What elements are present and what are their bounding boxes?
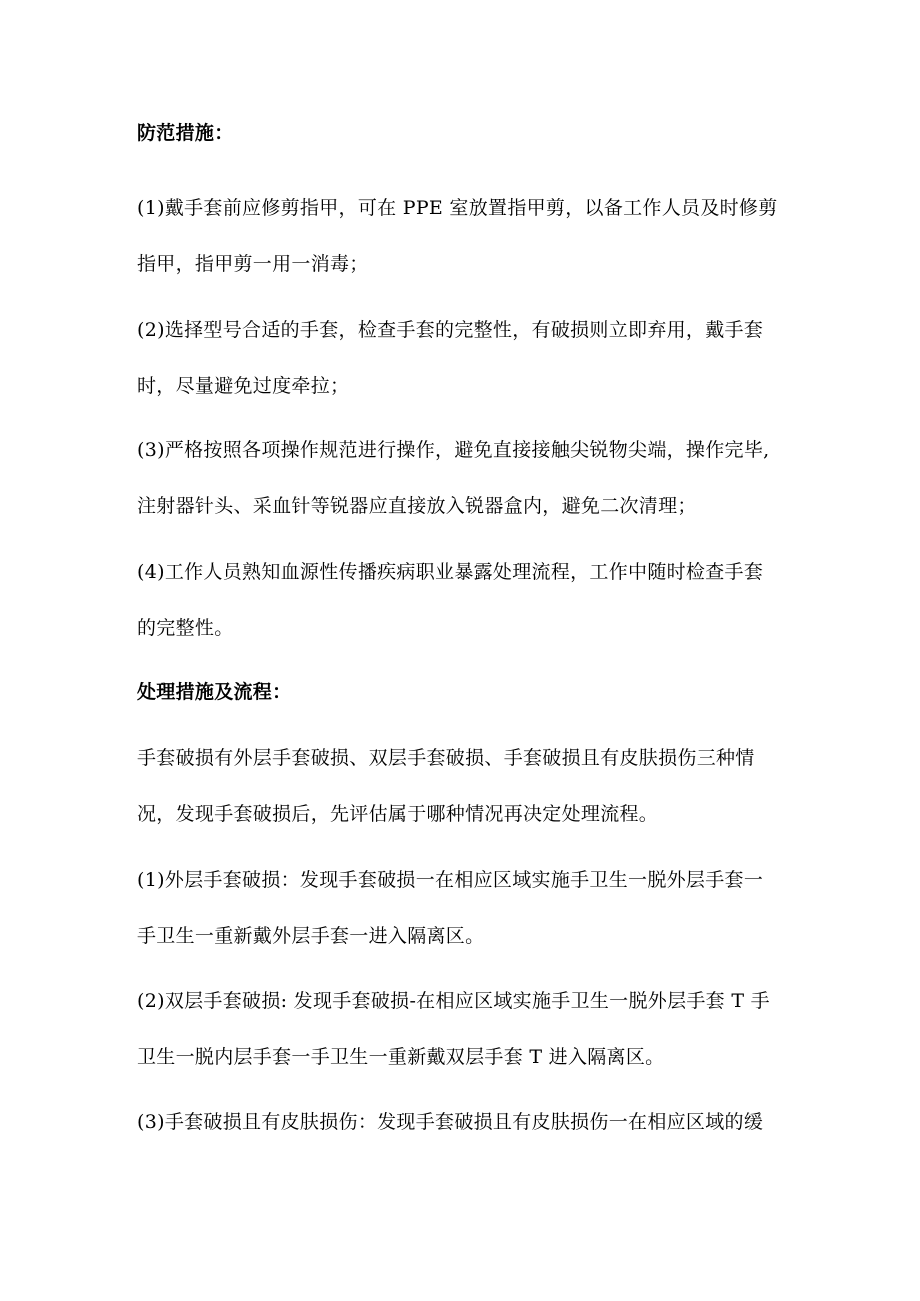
prevention-item-2-line-1: (2)选择型号合适的手套，检查手套的完整性，有破损则立即弃用，戴手套: [137, 319, 764, 341]
handling-item-2-line-2: 卫生一脱内层手套一手卫生一重新戴双层手套 T 进入隔离区。: [137, 1046, 665, 1068]
handling-item-1-line-2: 手卫生一重新戴外层手套一进入隔离区。: [137, 925, 485, 947]
prevention-item-1-line-2: 指甲，指甲剪一用一消毒；: [137, 253, 369, 275]
prevention-heading: 防范措施：: [137, 122, 234, 144]
prevention-item-1: [137, 180, 797, 292]
prevention-item-4-line-2: 的完整性。: [137, 617, 234, 639]
prevention-item-4-line-1: (4)工作人员熟知血源性传播疾病职业暴露处理流程，工作中随时检查手套: [137, 561, 764, 583]
prevention-item-3-line-2: 注射器针头、采血针等锐器应直接放入锐器盒内，避免二次清理；: [137, 495, 697, 517]
handling-item-2-line-1: (2)双层手套破损: 发现手套破损-在相应区域实施手卫生一脱外层手套 T 手: [137, 990, 770, 1012]
prevention-item-3-line-1: (3)严格按照各项操作规范进行操作，避免直接接触尖锐物尖端，操作完毕,: [137, 439, 770, 461]
handling-item-2: [137, 973, 797, 1085]
prevention-item-2-line-2: 时，尽量避免过度牵拉；: [137, 375, 350, 397]
prevention-item-2: [137, 302, 797, 414]
handling-intro-line-2: 况，发现手套破损后，先评估属于哪种情况再决定处理流程。: [137, 803, 659, 825]
prevention-item-3: [137, 422, 797, 534]
handling-item-1-line-1: (1)外层手套破损：发现手套破损一在相应区域实施手卫生一脱外层手套一: [137, 869, 764, 891]
handling-intro-line-1: 手套破损有外层手套破损、双层手套破损、手套破损且有皮肤损伤三种情: [137, 747, 755, 769]
handling-item-1: [137, 852, 797, 964]
handling-heading: 处理措施及流程：: [137, 681, 292, 703]
handling-item-3: [137, 1094, 797, 1150]
handling-intro: [137, 730, 797, 842]
prevention-item-1-line-1: (1)戴手套前应修剪指甲，可在 PPE 室放置指甲剪，以备工作人员及时修剪: [137, 197, 778, 219]
handling-item-3-line-1: (3)手套破损且有皮肤损伤：发现手套破损且有皮肤损伤一在相应区域的缓: [137, 1111, 764, 1133]
prevention-item-4: [137, 544, 797, 656]
